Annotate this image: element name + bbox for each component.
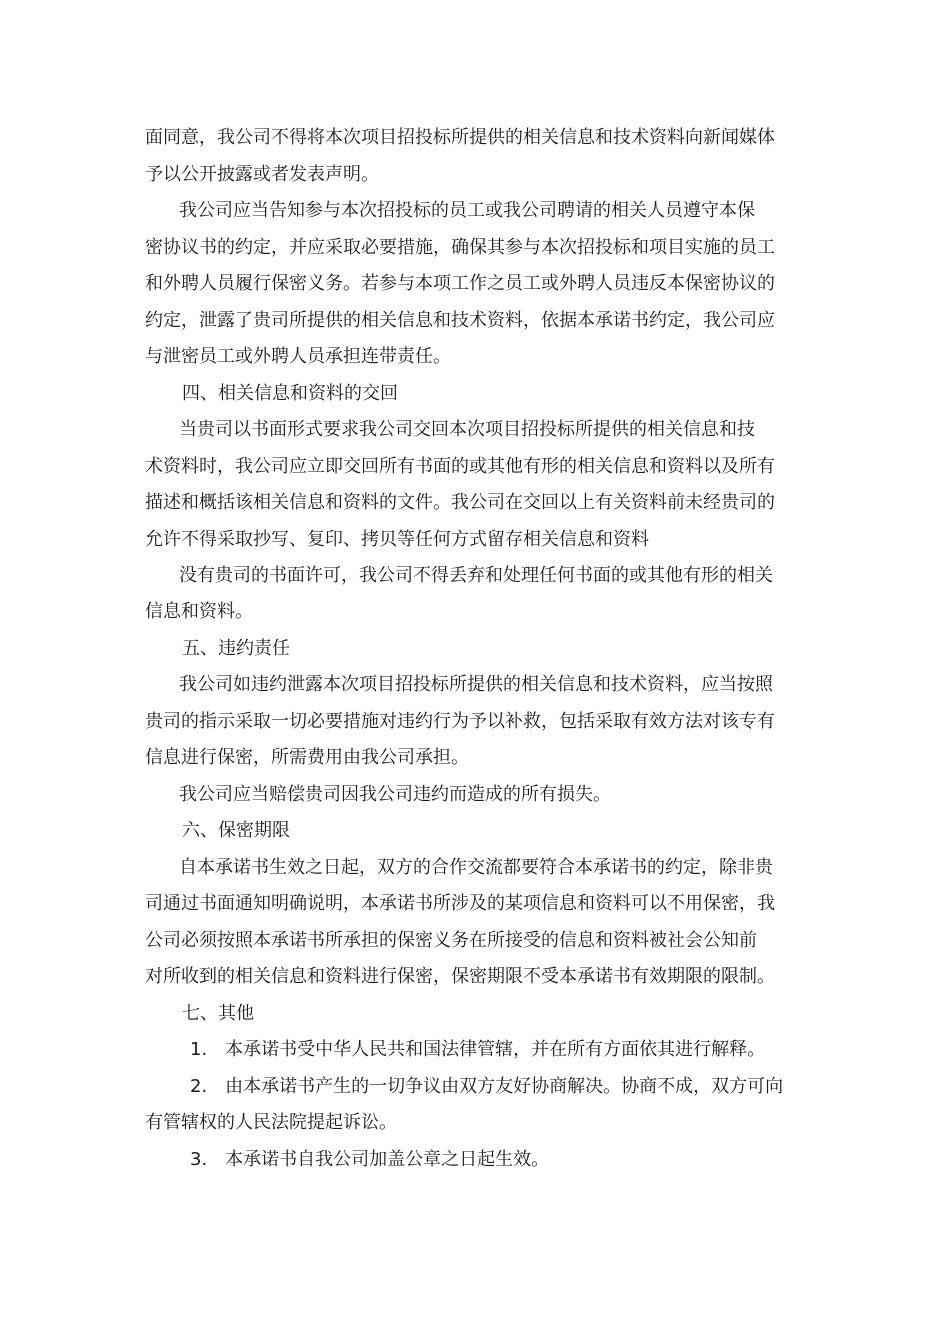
- body-text-line: 约定，泄露了贵司所提供的相关信息和技术资料，依据本承诺书约定，我公司应: [145, 310, 775, 331]
- body-text-line: 信息和资料。: [145, 601, 253, 622]
- body-text-line: 描述和概括该相关信息和资料的文件。我公司在交回以上有关资料前未经贵司的: [145, 492, 775, 513]
- body-text-line: 术资料时，我公司应立即交回所有书面的或其他有形的相关信息和资料以及所有: [145, 456, 775, 477]
- section-heading: 六、保密期限: [182, 820, 290, 841]
- body-text-line: 允许不得采取抄写、复印、拷贝等任何方式留存相关信息和资料: [145, 529, 649, 550]
- section-heading: 四、相关信息和资料的交回: [182, 383, 398, 404]
- list-item: 3. 本承诺书自我公司加盖公章之日起生效。: [190, 1149, 550, 1170]
- body-text-line: 没有贵司的书面许可，我公司不得丢弃和处理任何书面的或其他有形的相关: [179, 565, 773, 586]
- body-text-line: 公司必须按照本承诺书所承担的保密义务在所接受的信息和资料被社会公知前: [145, 930, 757, 951]
- body-text-line: 面同意，我公司不得将本次项目招投标所提供的相关信息和技术资料向新闻媒体: [145, 127, 775, 148]
- body-text-line: 信息进行保密，所需费用由我公司承担。: [145, 747, 469, 768]
- body-text-line: 对所收到的相关信息和资料进行保密，保密期限不受本承诺书有效期限的限制。: [145, 966, 775, 987]
- body-text-line: 我公司如违约泄露本次项目招投标所提供的相关信息和技术资料，应当按照: [179, 674, 773, 695]
- body-text-line: 有管辖权的人民法院提起诉讼。: [145, 1112, 397, 1133]
- body-text-line: 自本承诺书生效之日起，双方的合作交流都要符合本承诺书的约定，除非贵: [179, 857, 773, 878]
- body-text-line: 密协议书的约定，并应采取必要措施，确保其参与本次招投标和项目实施的员工: [145, 237, 775, 258]
- body-text-line: 予以公开披露或者发表声明。: [145, 164, 379, 185]
- body-text-line: 与泄密员工或外聘人员承担连带责任。: [145, 346, 451, 367]
- body-text-line: 我公司应当赔偿贵司因我公司违约而造成的所有损失。: [179, 784, 611, 805]
- section-heading: 七、其他: [182, 1003, 254, 1024]
- body-text-line: 我公司应当告知参与本次招投标的员工或我公司聘请的相关人员遵守本保: [179, 200, 755, 221]
- section-heading: 五、违约责任: [182, 638, 290, 659]
- body-text-line: 当贵司以书面形式要求我公司交回本次项目招投标所提供的相关信息和技: [179, 419, 755, 440]
- list-item: 2. 由本承诺书产生的一切争议由双方友好协商解决。协商不成，双方可向: [190, 1076, 784, 1097]
- body-text-line: 贵司的指示采取一切必要措施对违约行为予以补救，包括采取有效方法对该专有: [145, 711, 775, 732]
- body-text-line: 和外聘人员履行保密义务。若参与本项工作之员工或外聘人员违反本保密协议的: [145, 273, 775, 294]
- body-text-line: 司通过书面通知明确说明，本承诺书所涉及的某项信息和资料可以不用保密，我: [145, 893, 775, 914]
- list-item: 1. 本承诺书受中华人民共和国法律管辖，并在所有方面依其进行解释。: [190, 1039, 766, 1060]
